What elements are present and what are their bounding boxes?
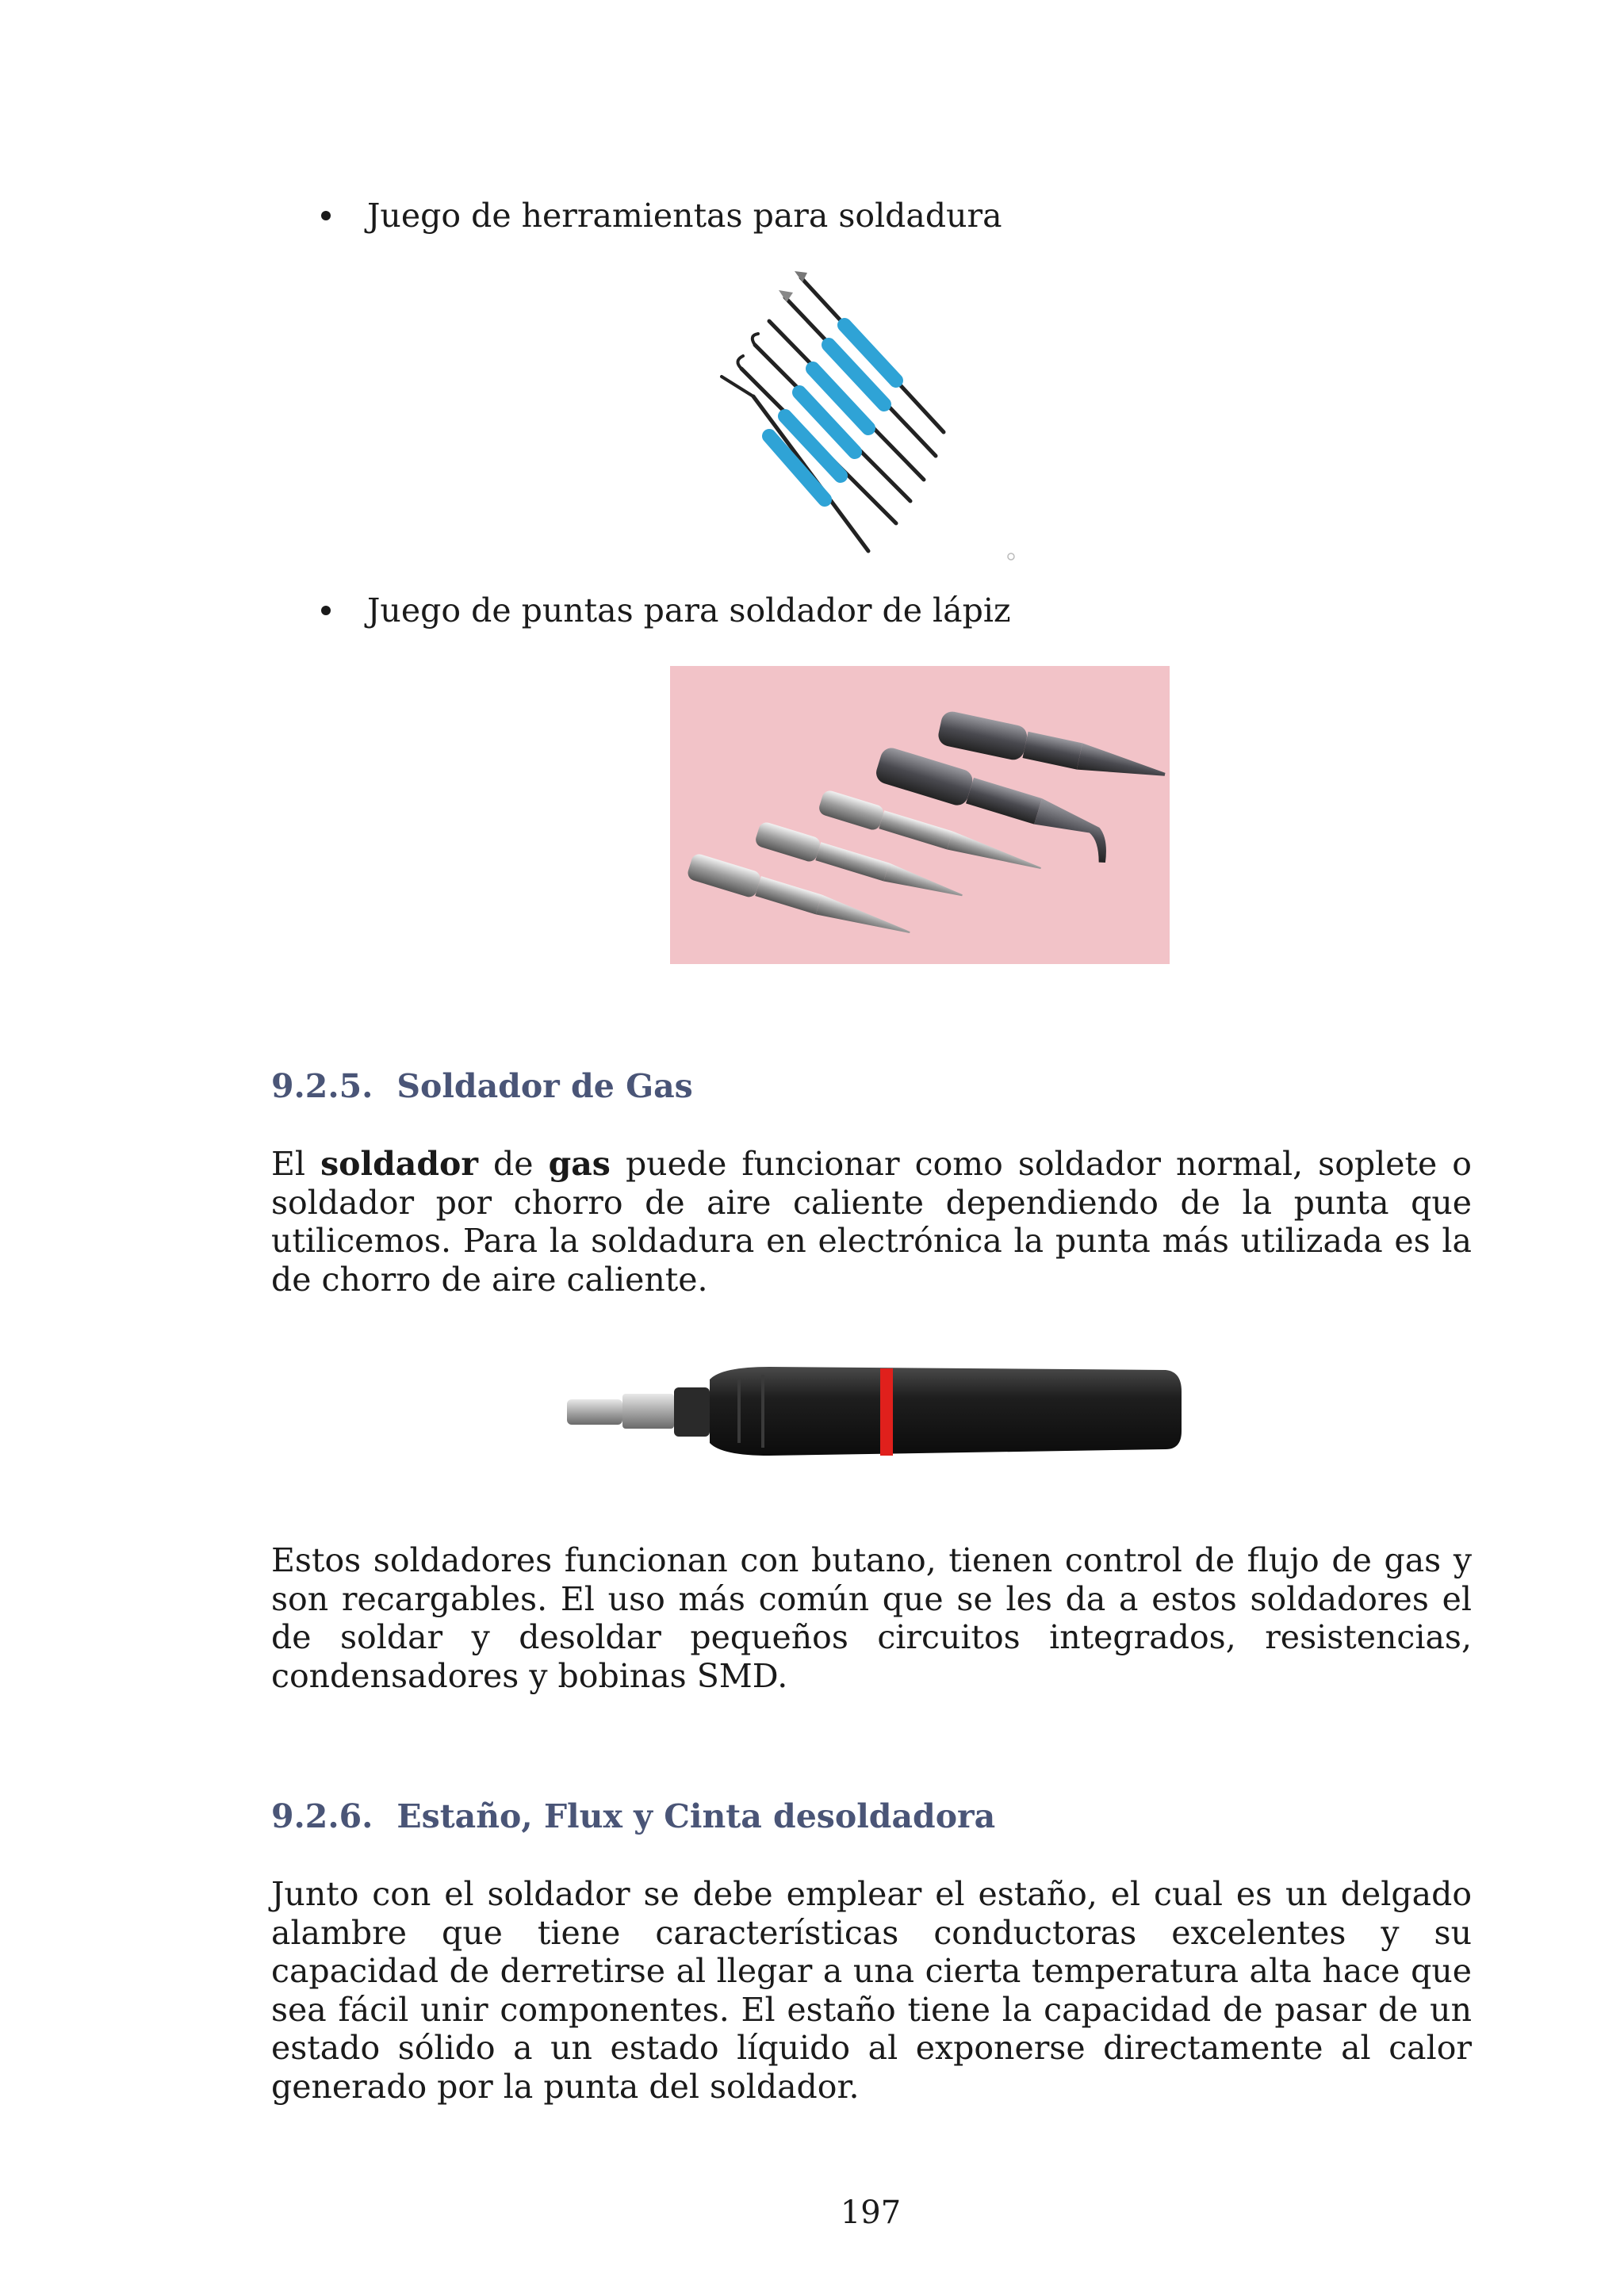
torch-nozzle bbox=[567, 1399, 622, 1425]
paragraph-gas-soldering-uses: Estos soldadores funcionan con butano, tienen control de flujo de gas y son recargables. El uso más común que se les da a estos soldadores el de soldar y desoldar pequeños circuitos integrados, resistencias, condensadores y bobinas SMD. bbox=[271, 1541, 1472, 1695]
section-heading-9-2-6 bbox=[271, 1796, 995, 1837]
bullet-icon bbox=[321, 606, 331, 615]
section-heading-9-2-5 bbox=[271, 1066, 693, 1107]
bullet-item-tool-set bbox=[321, 195, 1002, 236]
text-run: de bbox=[493, 1145, 534, 1183]
bullet-text: Juego de puntas para soldador de lápiz bbox=[367, 591, 1011, 629]
section-number: 9.2.5. bbox=[271, 1067, 373, 1105]
bullet-item-tip-set bbox=[321, 590, 1011, 631]
page-number: 197 bbox=[840, 2195, 902, 2231]
text-run: puede funcionar como soldador normal, soplete o soldador por chorro de aire caliente dependiendo de la punta que utilicemos. Para la soldadura en electrónica la punta más utilizada es la de chorro de aire caliente. bbox=[271, 1145, 1472, 1299]
section-number: 9.2.6. bbox=[271, 1797, 373, 1835]
soldering-tips-image bbox=[670, 666, 1170, 964]
text-run: El bbox=[271, 1145, 306, 1183]
paragraph-gas-soldering-intro bbox=[271, 1145, 1472, 1299]
bold-term-gas: gas bbox=[548, 1145, 611, 1183]
bold-term-soldador: soldador bbox=[320, 1145, 478, 1183]
soldering-tool-set-image bbox=[706, 270, 1031, 563]
section-title: Soldador de Gas bbox=[396, 1067, 693, 1105]
paragraph-tin-solder: Junto con el soldador se debe emplear el estaño, el cual es un delgado alambre que tiene características conductoras excelentes y su capacidad de derretirse al llegar a una cierta temperatura alta hace que sea fácil unir componentes. El estaño tiene la capacidad de pasar de un estado sólido a un estado líquido al exponerse directamente al calor generado por la punta del soldador. bbox=[271, 1875, 1472, 2106]
torch-body bbox=[710, 1367, 1182, 1456]
torch-red-ring bbox=[880, 1368, 893, 1456]
bullet-icon bbox=[321, 211, 331, 220]
gas-soldering-iron-image bbox=[563, 1356, 1182, 1467]
section-title: Estaño, Flux y Cinta desoldadora bbox=[396, 1797, 996, 1835]
bullet-text: Juego de herramientas para soldadura bbox=[367, 197, 1002, 235]
